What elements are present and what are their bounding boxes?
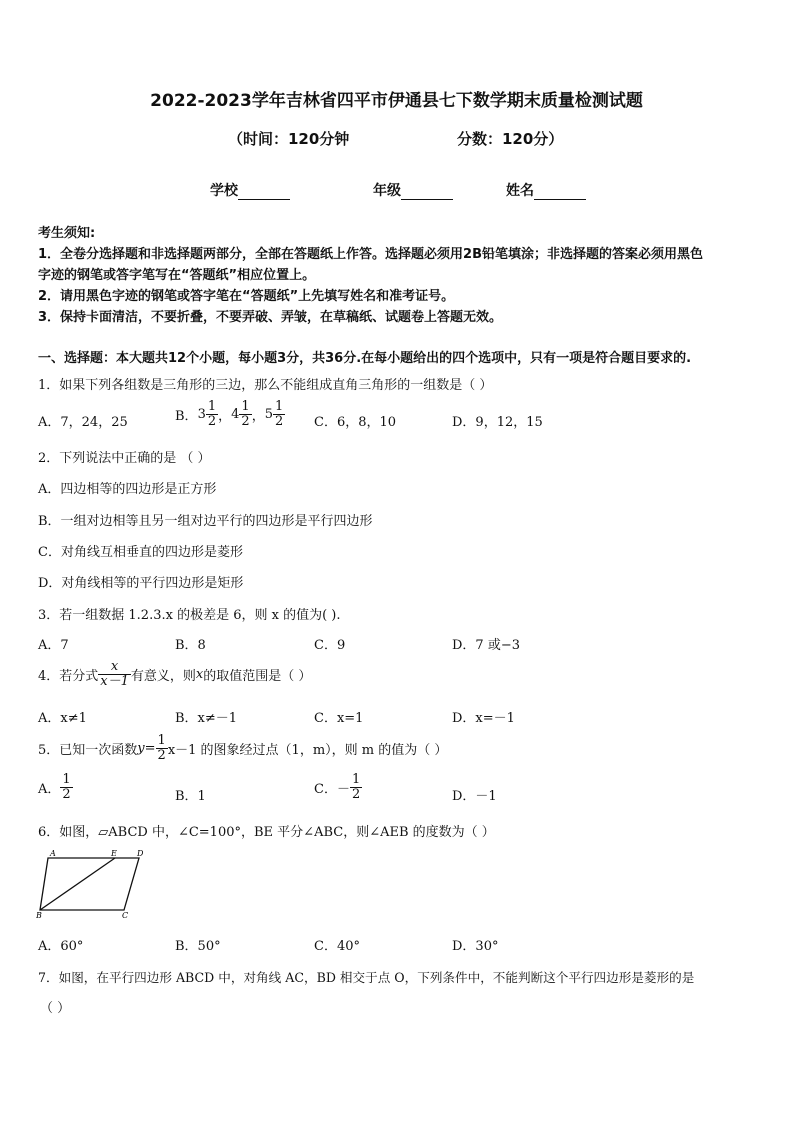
- name-blank: [534, 185, 586, 200]
- school-label: 学校: [210, 183, 238, 199]
- name-label: 姓名: [506, 183, 534, 199]
- grade-label: 年级: [373, 183, 401, 199]
- grade-field: [373, 180, 453, 200]
- q1-b-whole-2: 4: [231, 406, 240, 422]
- question-6-stem: 6．如图，▱ABCD 中，∠C=100°，BE 平分∠ABC，则∠AEB 的度数为（ ）: [38, 825, 495, 840]
- label-e: E: [111, 849, 117, 858]
- notice-item: 字迹的钢笔或答字笔写在“答题纸”相应位置上。: [38, 268, 316, 283]
- q1-b-whole-3: 5: [264, 406, 273, 422]
- q5-option-d: D．－1: [452, 789, 497, 804]
- q5-a-fraction: $\frac{1}{2}$: [62, 772, 71, 802]
- q2-option-d: D．对角线相等的平行四边形是矩形: [38, 576, 244, 591]
- q6-option-d: D．30°: [452, 939, 499, 954]
- label-b: B: [36, 911, 42, 920]
- school-blank: [238, 185, 290, 200]
- section-heading: 一、选择题：本大题共12个小题，每小题3分，共36分.在每小题给出的四个选项中，只有一项是符合题目要求的.: [38, 351, 692, 366]
- q2-option-a: A．四边相等的四边形是正方形: [38, 482, 217, 497]
- label-d: D: [137, 849, 144, 858]
- q1-option-a: A．7，24，25: [38, 415, 128, 430]
- q6-option-a: A．60°: [38, 939, 84, 954]
- notice-item: 2．请用黑色字迹的钢笔或答字笔在“答题纸”上先填写姓名和准考证号。: [38, 289, 455, 304]
- q5-option-a: A． $\frac{1}{2}$: [38, 772, 71, 802]
- q2-option-b: B．一组对边相等且另一组对边平行的四边形是平行四边形: [38, 514, 373, 529]
- label-a: A: [50, 849, 56, 858]
- score-label: 分数：120分）: [457, 130, 564, 148]
- question-1-stem: 1．如果下列各组数是三角形的三边，那么不能组成直角三角形的一组数是（ ）: [38, 378, 493, 393]
- question-3-stem: 3．若一组数据 1.2.3.x 的极差是 6，则 x 的值为( ).: [38, 608, 341, 623]
- q1-b-fraction-3: $\frac{1}{2}$: [275, 399, 284, 429]
- q3-option-d: D．7 或−3: [452, 638, 520, 653]
- notice-item: 3．保持卡面清洁，不要折叠，不要弄破、弄皱，在草稿纸、试题卷上答题无效。: [38, 310, 503, 325]
- q5-fraction: $\frac{1}{2}$: [157, 733, 166, 763]
- notice-heading: 考生须知:: [38, 226, 96, 241]
- question-7-paren: （ ）: [40, 1001, 71, 1016]
- q5-c-fraction: $\frac{1}{2}$: [351, 772, 361, 802]
- notice-item: 1．全卷分选择题和非选择题两部分，全部在答题纸上作答。选择题必须用2B铅笔填涂；非选择题的答案必须用黑色: [38, 247, 704, 262]
- question-2-stem: 2．下列说法中正确的是 （ ）: [38, 451, 211, 466]
- q1-option-b: B． 3 $\frac{1}{2}$ ， 4 $\frac{1}{2}$ ， 5 $\frac{1}{2}$: [175, 399, 284, 429]
- q1-option-c: C．6，8，10: [314, 415, 397, 430]
- parallelogram-figure: [36, 848, 156, 920]
- q5-option-c: C．－ $\frac{1}{2}$: [314, 772, 361, 802]
- label-c: C: [122, 911, 129, 920]
- segment-be: [40, 858, 115, 910]
- q3-option-c: C．9: [314, 638, 346, 653]
- q4-fraction: $\frac{x}{x-1}$: [100, 659, 129, 689]
- grade-blank: [401, 185, 453, 200]
- q1-b-fraction-1: $\frac{1}{2}$: [207, 399, 217, 429]
- parallelogram-abcd: [40, 858, 139, 910]
- question-7-stem: 7．如图，在平行四边形 ABCD 中，对角线 AC，BD 相交于点 O，下列条件中，不能判断这个平行四边形是菱形的是: [38, 970, 695, 985]
- q3-option-a: A．7: [38, 638, 69, 653]
- q4-option-d: D．x=－1: [452, 711, 515, 726]
- q1-b-whole-1: 3: [197, 406, 206, 422]
- question-4-stem: 4．若分式 $\frac{x}{x-1}$ 有意义，则 x 的取值范围是（ ）: [38, 659, 312, 689]
- q4-option-b: B．x≠－1: [175, 711, 238, 726]
- q4-option-c: C．x=1: [314, 711, 364, 726]
- q2-option-c: C．对角线互相垂直的四边形是菱形: [38, 545, 243, 560]
- q3-option-b: B．8: [175, 638, 206, 653]
- page-title: 2022-2023学年吉林省四平市伊通县七下数学期末质量检测试题: [150, 91, 643, 111]
- q1-option-d: D．9，12，15: [452, 415, 543, 430]
- question-5-stem: 5．已知一次函数 y= $\frac{1}{2}$ x－1 的图象经过点（1，m），则 m 的值为（ ）: [38, 733, 448, 763]
- q4-option-a: A．x≠1: [38, 711, 87, 726]
- q6-option-c: C．40°: [314, 939, 360, 954]
- time-label: （时间：120分钟: [228, 130, 350, 148]
- name-field: [506, 180, 586, 200]
- q6-option-b: B．50°: [175, 939, 221, 954]
- q5-option-b: B．1: [175, 789, 206, 804]
- q1-b-label: B．: [175, 408, 198, 424]
- q1-b-fraction-2: $\frac{1}{2}$: [241, 399, 250, 429]
- school-field: [210, 180, 290, 200]
